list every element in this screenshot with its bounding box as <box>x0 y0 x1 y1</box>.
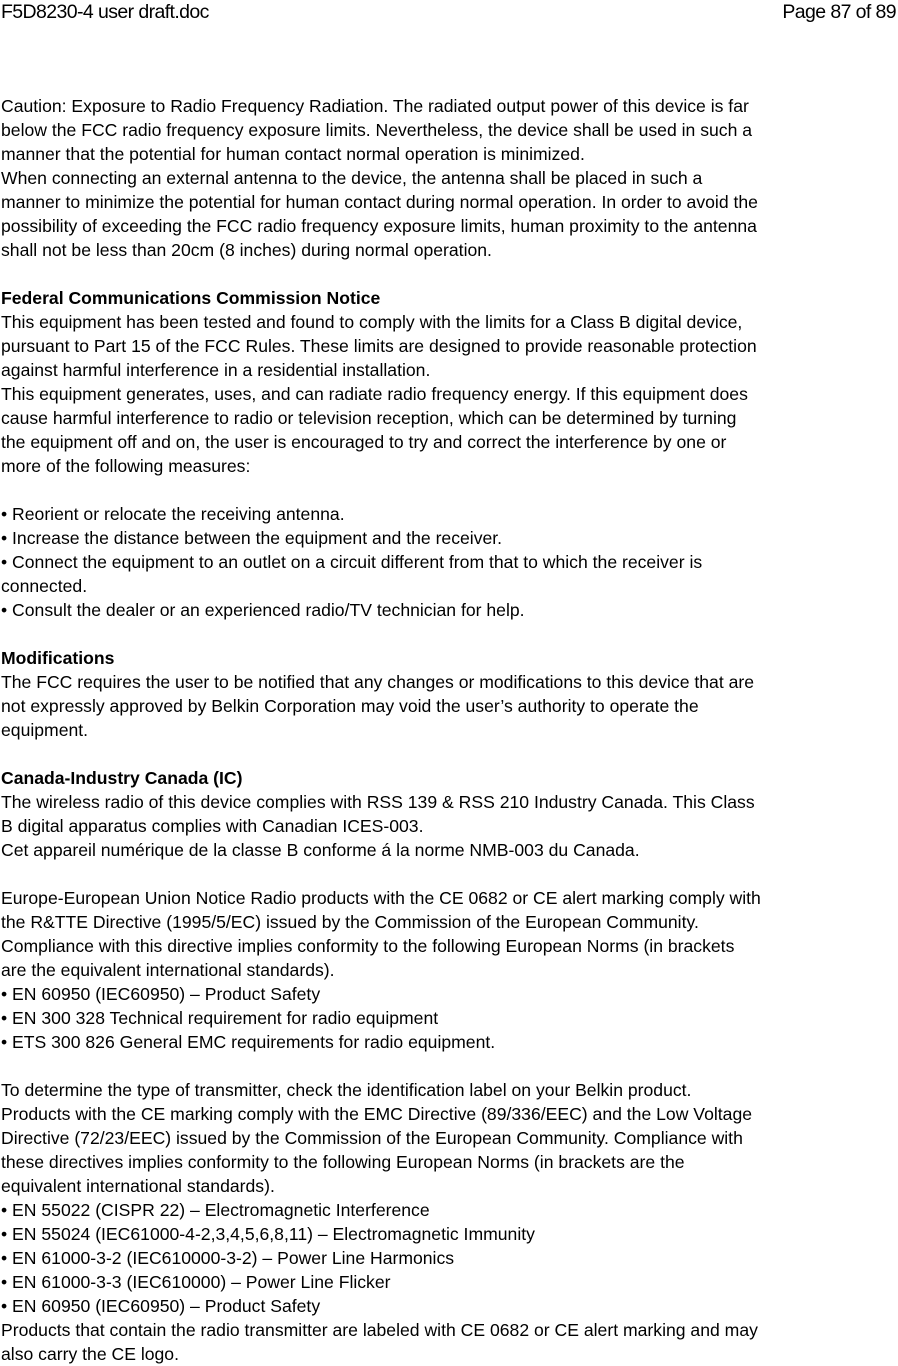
text-line: Caution: Exposure to Radio Frequency Radiation. The radiated output power of this device is far <box>1 96 749 116</box>
text-line: are the equivalent international standards). <box>1 960 335 980</box>
text-line: manner to minimize the potential for human contact during normal operation. In order to avoid the <box>1 192 758 212</box>
document-body <box>1 94 897 1366</box>
text-line: • EN 55024 (IEC61000-4-2,3,4,5,6,8,11) – Electromagnetic Immunity <box>1 1224 535 1244</box>
text-line: against harmful interference in a residential installation. <box>1 360 431 380</box>
text-line: • EN 60950 (IEC60950) – Product Safety <box>1 984 321 1004</box>
text-line: • Reorient or relocate the receiving antenna. <box>1 504 345 524</box>
text-line: the equipment off and on, the user is encouraged to try and correct the interference by one or <box>1 432 727 452</box>
text-line: more of the following measures: <box>1 456 251 476</box>
section-heading: Modifications <box>1 648 115 668</box>
text-line: connected. <box>1 576 88 596</box>
page-header <box>0 0 898 24</box>
blank-line <box>1 478 897 502</box>
text-line: The FCC requires the user to be notified that any changes or modifications to this device that are <box>1 672 755 692</box>
text-line: the R&TTE Directive (1995/5/EC) issued by the Commission of the European Community. <box>1 912 699 932</box>
text-line: • EN 60950 (IEC60950) – Product Safety <box>1 1296 321 1316</box>
text-line: Compliance with this directive implies conformity to the following European Norms (in brackets <box>1 936 735 956</box>
text-line: • EN 300 328 Technical requirement for radio equipment <box>1 1008 439 1028</box>
text-line: possibility of exceeding the FCC radio frequency exposure limits, human proximity to the antenna <box>1 216 757 236</box>
blank-line <box>1 862 897 886</box>
blank-line <box>1 1054 897 1078</box>
blank-line <box>1 742 897 766</box>
section-heading: Federal Communications Commission Notice <box>1 288 381 308</box>
text-line: shall not be less than 20cm (8 inches) during normal operation. <box>1 240 492 260</box>
text-line: also carry the CE logo. <box>1 1344 179 1364</box>
text-line: • Increase the distance between the equipment and the receiver. <box>1 528 503 548</box>
text-line: Products with the CE marking comply with the EMC Directive (89/336/EEC) and the Low Voltage <box>1 1104 753 1124</box>
text-line: manner that the potential for human contact normal operation is minimized. <box>1 144 585 164</box>
text-line: • EN 61000-3-3 (IEC610000) – Power Line Flicker <box>1 1272 391 1292</box>
text-line: pursuant to Part 15 of the FCC Rules. These limits are designed to provide reasonable protection <box>1 336 757 356</box>
blank-line <box>1 262 897 286</box>
text-line: This equipment generates, uses, and can radiate radio frequency energy. If this equipment does <box>1 384 748 404</box>
text-line: To determine the type of transmitter, check the identification label on your Belkin product. <box>1 1080 692 1100</box>
text-line: • Connect the equipment to an outlet on a circuit different from that to which the receiver is <box>1 552 703 572</box>
text-line: The wireless radio of this device complies with RSS 139 & RSS 210 Industry Canada. This Class <box>1 792 755 812</box>
text-line: • EN 61000-3-2 (IEC610000-3-2) – Power Line Harmonics <box>1 1248 455 1268</box>
text-line: • ETS 300 826 General EMC requirements for radio equipment. <box>1 1032 496 1052</box>
text-line: Directive (72/23/EEC) issued by the Commission of the European Community. Compliance with <box>1 1128 743 1148</box>
text-line: Cet appareil numérique de la classe B conforme á la norme NMB-003 du Canada. <box>1 840 640 860</box>
document-filename: F5D8230-4 user draft.doc <box>1 1 209 23</box>
text-line: not expressly approved by Belkin Corporation may void the user’s authority to operate the <box>1 696 699 716</box>
text-line: B digital apparatus complies with Canadian ICES-003. <box>1 816 424 836</box>
text-line: Europe-European Union Notice Radio products with the CE 0682 or CE alert marking comply with <box>1 888 761 908</box>
text-line: equivalent international standards). <box>1 1176 275 1196</box>
text-line: equipment. <box>1 720 89 740</box>
text-line: these directives implies conformity to the following European Norms (in brackets are the <box>1 1152 685 1172</box>
page-number: Page 87 of 89 <box>782 1 896 23</box>
text-line: This equipment has been tested and found to comply with the limits for a Class B digital device, <box>1 312 743 332</box>
text-line: below the FCC radio frequency exposure limits. Nevertheless, the device shall be used in such a <box>1 120 753 140</box>
text-line: When connecting an external antenna to the device, the antenna shall be placed in such a <box>1 168 703 188</box>
section-heading: Canada-Industry Canada (IC) <box>1 768 243 788</box>
text-line: • EN 55022 (CISPR 22) – Electromagnetic Interference <box>1 1200 430 1220</box>
blank-line <box>1 622 897 646</box>
text-line: Products that contain the radio transmitter are labeled with CE 0682 or CE alert marking and may <box>1 1320 758 1340</box>
text-line: cause harmful interference to radio or television reception, which can be determined by turning <box>1 408 737 428</box>
text-line: • Consult the dealer or an experienced radio/TV technician for help. <box>1 600 525 620</box>
